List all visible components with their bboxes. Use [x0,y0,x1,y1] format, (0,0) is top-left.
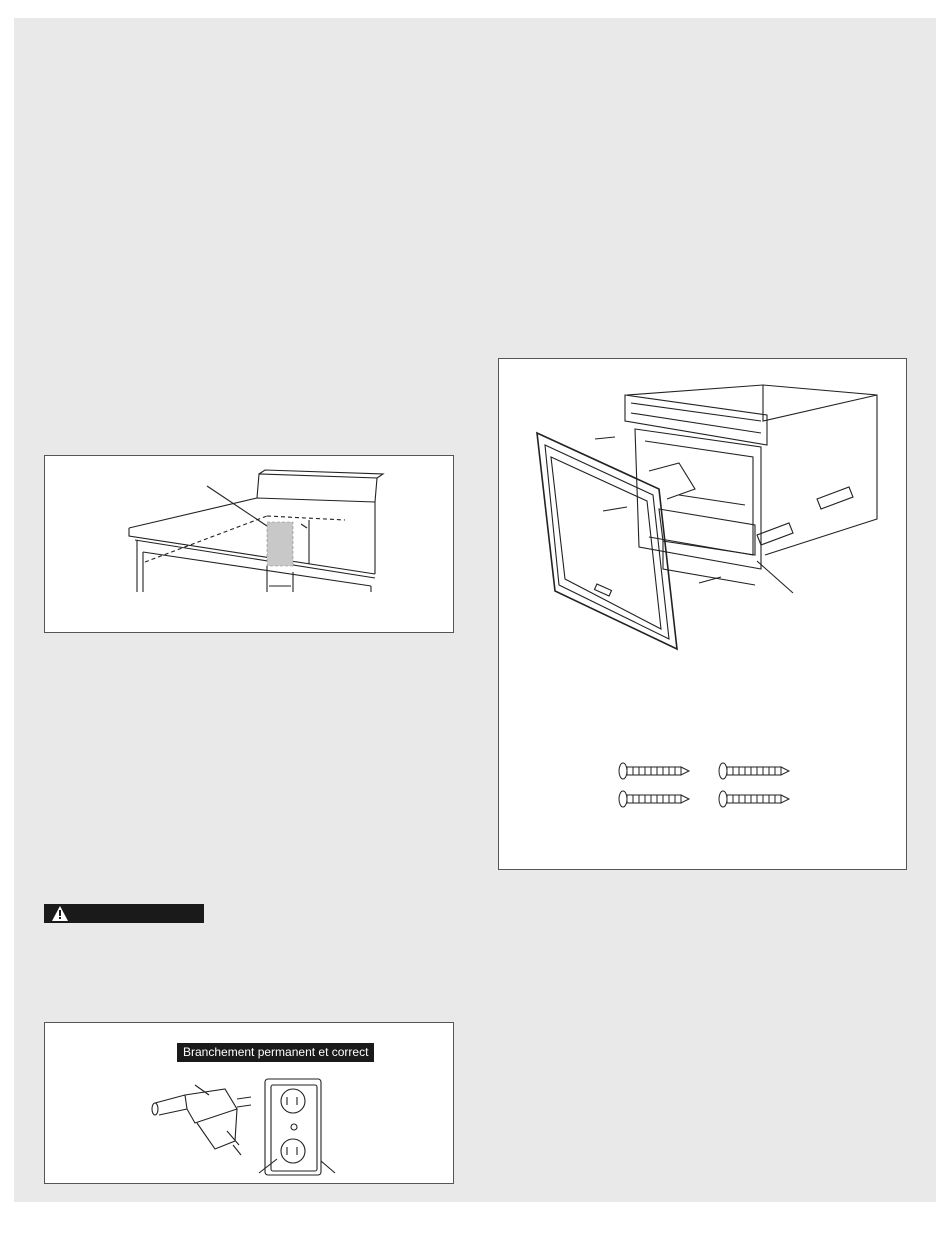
drawer-installation-illustration [498,358,907,870]
warning-label-bar [44,904,204,923]
warning-triangle-icon [51,905,69,922]
countertop-illustration [44,455,454,633]
plug-outlet-illustration [44,1022,454,1184]
plug-outlet-drawing [45,1023,455,1185]
countertop-drawing [45,456,455,634]
plug-figure-title: Branchement permanent et correct [177,1043,374,1062]
manual-page [14,18,936,1202]
drawer-drawing [499,359,908,871]
